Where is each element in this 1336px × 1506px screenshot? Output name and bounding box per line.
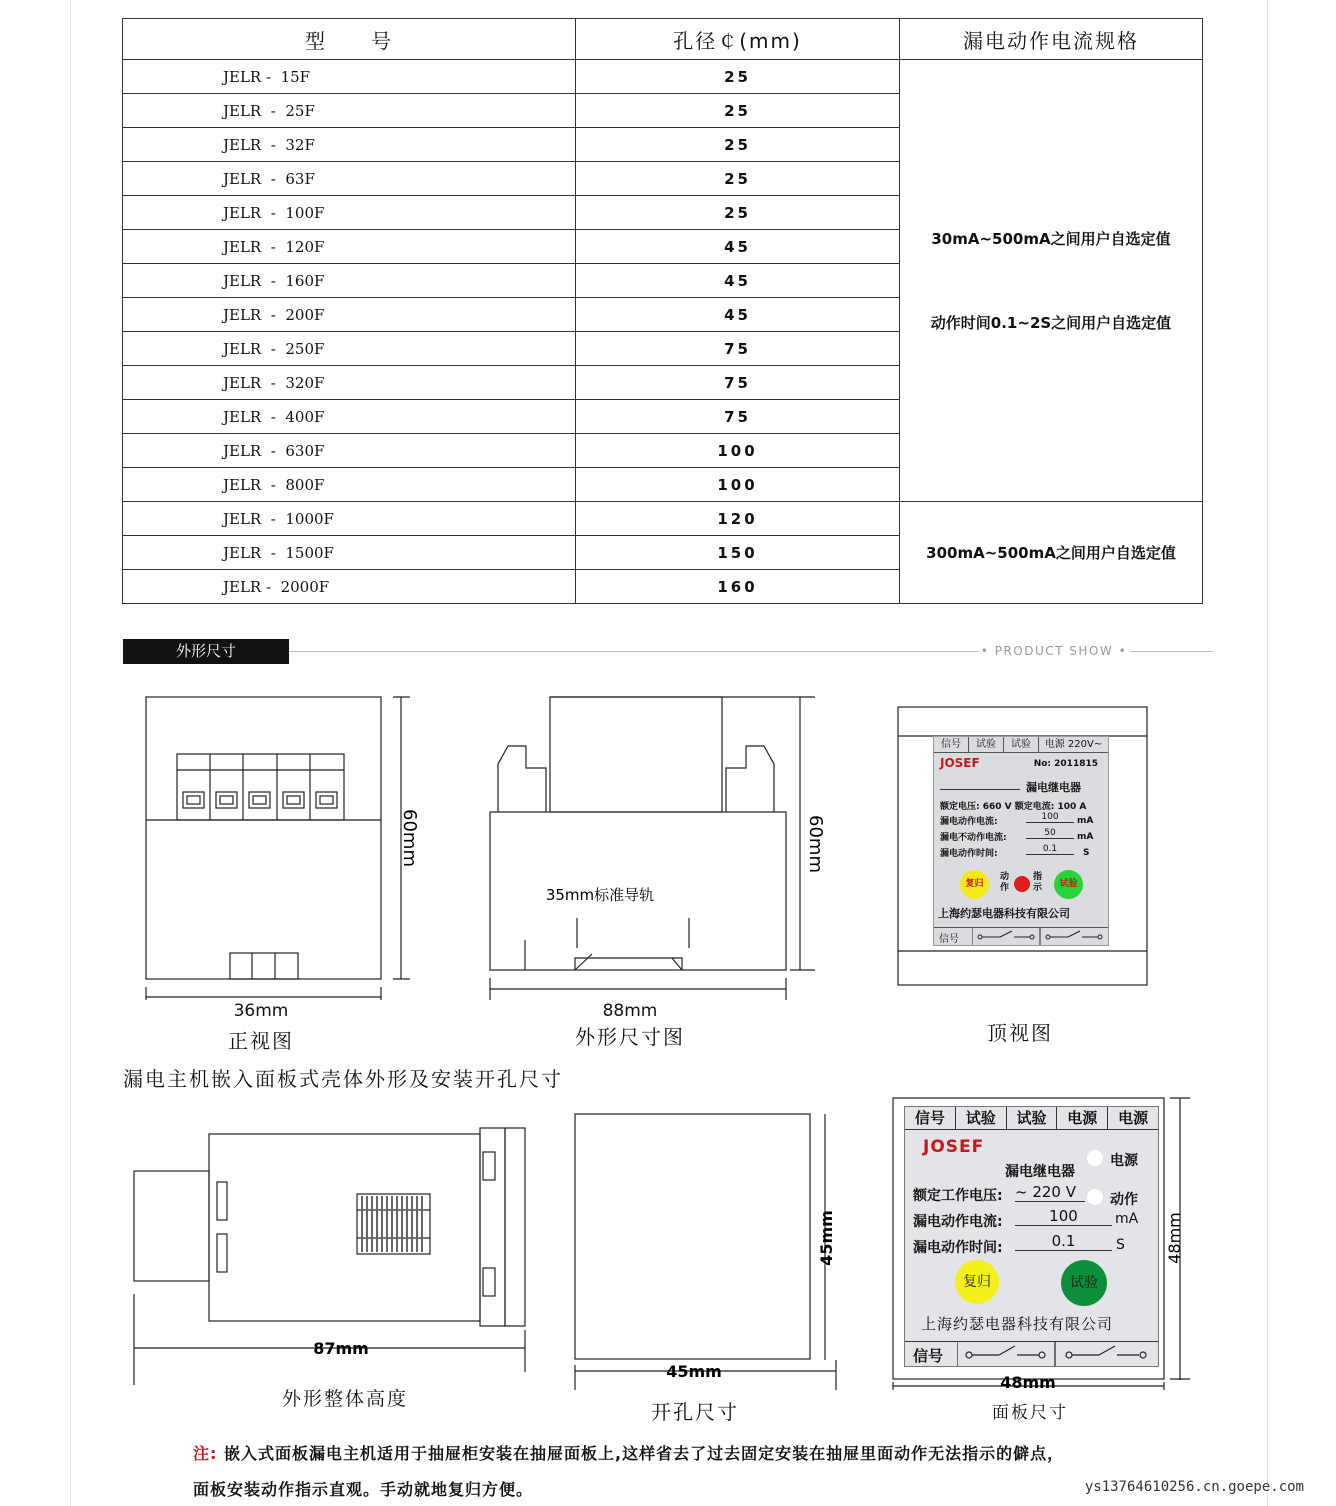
- tab-test-2: 试验: [1004, 737, 1039, 752]
- hole-caption: 开孔尺寸: [651, 1400, 739, 1424]
- panel-face: [904, 1106, 1159, 1367]
- brand-logo: JOSEF: [940, 756, 980, 770]
- noact-value: 50: [1026, 828, 1074, 839]
- depth-view-body: [209, 1134, 480, 1321]
- test-button[interactable]: 试验: [1061, 1260, 1107, 1306]
- diameter-cell: 75: [576, 366, 900, 400]
- leak-current-label: 漏电动作电流:: [913, 1214, 1003, 1230]
- outer-width-dim: 88mm: [602, 1001, 658, 1021]
- time-unit: S: [1116, 1237, 1125, 1253]
- reset-button[interactable]: 复归: [960, 870, 989, 899]
- serial-number: No: 2011815: [1033, 759, 1098, 769]
- time-value: 0.1: [1015, 1232, 1112, 1251]
- diameter-cell: 25: [576, 128, 900, 162]
- section-subtitle: • PRODUCT SHOW •: [980, 644, 1128, 658]
- diameter-cell: 75: [576, 332, 900, 366]
- diameter-cell: 25: [576, 196, 900, 230]
- switch-contacts-icon: [972, 928, 1108, 945]
- voltage-value: ~ 220 V: [1015, 1183, 1085, 1202]
- switch-contacts-icon: [957, 1342, 1157, 1366]
- model-cell: JELR - 32F: [123, 128, 576, 162]
- outer-height-dim: 60mm: [805, 815, 826, 873]
- section-title: 外形尺寸: [123, 639, 289, 664]
- front-height-dim: 60mm: [399, 809, 420, 867]
- signal-label: 信号: [939, 934, 959, 945]
- diameter-cell: 160: [576, 570, 900, 604]
- company-name: 上海约瑟电器科技有限公司: [921, 1315, 1114, 1333]
- power-label: 电源: [1110, 1153, 1138, 1169]
- table-row: [123, 502, 1203, 536]
- tab-test: 试验: [956, 1107, 1007, 1129]
- model-cell: JELR - 100F: [123, 196, 576, 230]
- noact-label: 漏电不动作电流:: [940, 833, 1007, 843]
- rail-label: 35mm标准导轨: [545, 886, 655, 904]
- panel-width-dim: 48mm: [1000, 1373, 1056, 1390]
- model-cell: JELR - 1500F: [123, 536, 576, 570]
- current-unit: mA: [1115, 1211, 1139, 1227]
- section-divider-right: [1130, 651, 1213, 652]
- front-view-caption: 正视图: [228, 1029, 294, 1053]
- diameter-cell: 45: [576, 264, 900, 298]
- current-label: 漏电动作电流:: [940, 817, 998, 827]
- action-label: 动作: [1110, 1192, 1138, 1208]
- outer-view-caption: 外形尺寸图: [575, 1025, 685, 1049]
- spec-group-2: 300mA~500mA之间用户自选定值: [900, 502, 1203, 604]
- tab-test-2: 试验: [1007, 1107, 1058, 1129]
- brand-logo: JOSEF: [923, 1137, 985, 1157]
- tab-test: 试验: [969, 737, 1004, 752]
- tab-signal: 信号: [905, 1107, 956, 1129]
- time-unit: S: [1083, 848, 1090, 858]
- diameter-cell: 150: [576, 536, 900, 570]
- note-label: 注:: [193, 1444, 218, 1463]
- front-width-dim: 36mm: [233, 1001, 289, 1021]
- tab-power: 电源: [1057, 1107, 1108, 1129]
- test-button[interactable]: 试验: [1054, 870, 1083, 899]
- panel-caption: 面板尺寸: [992, 1403, 1068, 1423]
- diameter-cell: 25: [576, 94, 900, 128]
- diameter-cell: 100: [576, 468, 900, 502]
- leak-time-label: 漏电动作时间:: [913, 1240, 1003, 1256]
- top-view-panel: [933, 736, 1109, 946]
- action-label: 动作: [1000, 872, 1010, 893]
- model-cell: JELR - 250F: [123, 332, 576, 366]
- signal-label: 信号: [913, 1347, 944, 1365]
- model-cell: JELR - 2000F: [123, 570, 576, 604]
- model-cell: JELR - 630F: [123, 434, 576, 468]
- top-view-caption: 顶视图: [987, 1021, 1053, 1045]
- footer-url: ys13764610256.cn.goepe.com: [1084, 1479, 1304, 1495]
- header-model: 型 号: [123, 19, 576, 60]
- tab-power-2: 电源: [1118, 1109, 1149, 1127]
- company-name: 上海约瑟电器科技有限公司: [938, 907, 1070, 920]
- diameter-cell: 25: [576, 162, 900, 196]
- spec-table: [122, 18, 1203, 604]
- note-text-2: 面板安装动作指示直观。手动就地复归方便。: [193, 1480, 534, 1499]
- diameter-cell: 25: [576, 60, 900, 94]
- hole-width-dim: 45mm: [666, 1362, 722, 1381]
- hole-outline: [575, 1114, 810, 1359]
- action-light: [1087, 1189, 1103, 1205]
- indicate-label: 指示: [1033, 872, 1043, 893]
- note-text-1: 嵌入式面板漏电主机适用于抽屉柜安装在抽屉面板上,这样省去了过去固定安装在抽屉里面动作无法指示的僻点，: [223, 1444, 1065, 1463]
- table-header-row: [123, 19, 1203, 60]
- current-unit: mA: [1077, 816, 1094, 826]
- diameter-cell: 120: [576, 502, 900, 536]
- tab-signal: 信号: [934, 737, 969, 752]
- depth-dim: 87mm: [313, 1339, 369, 1358]
- noact-unit: mA: [1077, 832, 1094, 842]
- indicator-light: [1014, 876, 1030, 892]
- front-view-body: [146, 697, 381, 979]
- rated-voltage-label: 额定工作电压:: [913, 1188, 1003, 1204]
- rating-line: 额定电压: 660 V 额定电流: 100 A: [940, 802, 1087, 812]
- model-cell: JELR - 320F: [123, 366, 576, 400]
- current-value: 100: [1015, 1207, 1112, 1226]
- model-cell: JELR - 1000F: [123, 502, 576, 536]
- diameter-cell: 100: [576, 434, 900, 468]
- note-line-1: [193, 1441, 1064, 1464]
- time-label: 漏电动作时间:: [940, 849, 998, 859]
- spec-time-text: 动作时间0.1~2S之间用户自选定值: [930, 313, 1172, 332]
- panel-height-dim: 48mm: [1165, 1212, 1184, 1264]
- table-row: [123, 60, 1203, 94]
- diameter-cell: 45: [576, 298, 900, 332]
- header-spec: 漏电动作电流规格: [900, 19, 1203, 60]
- spec-current-text: 30mA~500mA之间用户自选定值: [931, 229, 1171, 248]
- hole-height-dim: 45mm: [817, 1210, 836, 1266]
- spec-group-1: [900, 60, 1203, 502]
- model-cell: JELR - 15F: [123, 60, 576, 94]
- device-name: 漏电继电器: [1005, 1164, 1075, 1180]
- model-cell: JELR - 800F: [123, 468, 576, 502]
- model-cell: JELR - 120F: [123, 230, 576, 264]
- time-value: 0.1: [1026, 844, 1074, 855]
- power-light: [1087, 1150, 1103, 1166]
- model-cell: JELR - 25F: [123, 94, 576, 128]
- header-diameter: 孔径￠(mm): [576, 19, 900, 60]
- tab-power: 电源 220V~: [1044, 739, 1103, 750]
- model-cell: JELR - 160F: [123, 264, 576, 298]
- depth-caption: 外形整体高度: [281, 1388, 408, 1410]
- model-cell: JELR - 400F: [123, 400, 576, 434]
- device-name: 漏电继电器: [1026, 781, 1081, 794]
- diameter-cell: 75: [576, 400, 900, 434]
- diameter-cell: 45: [576, 230, 900, 264]
- model-cell: JELR - 63F: [123, 162, 576, 196]
- section-divider: [289, 651, 979, 652]
- embed-title: 漏电主机嵌入面板式壳体外形及安装开孔尺寸: [123, 1067, 563, 1091]
- model-cell: JELR - 200F: [123, 298, 576, 332]
- reset-button[interactable]: 复归: [955, 1260, 999, 1304]
- current-value: 100: [1026, 812, 1074, 823]
